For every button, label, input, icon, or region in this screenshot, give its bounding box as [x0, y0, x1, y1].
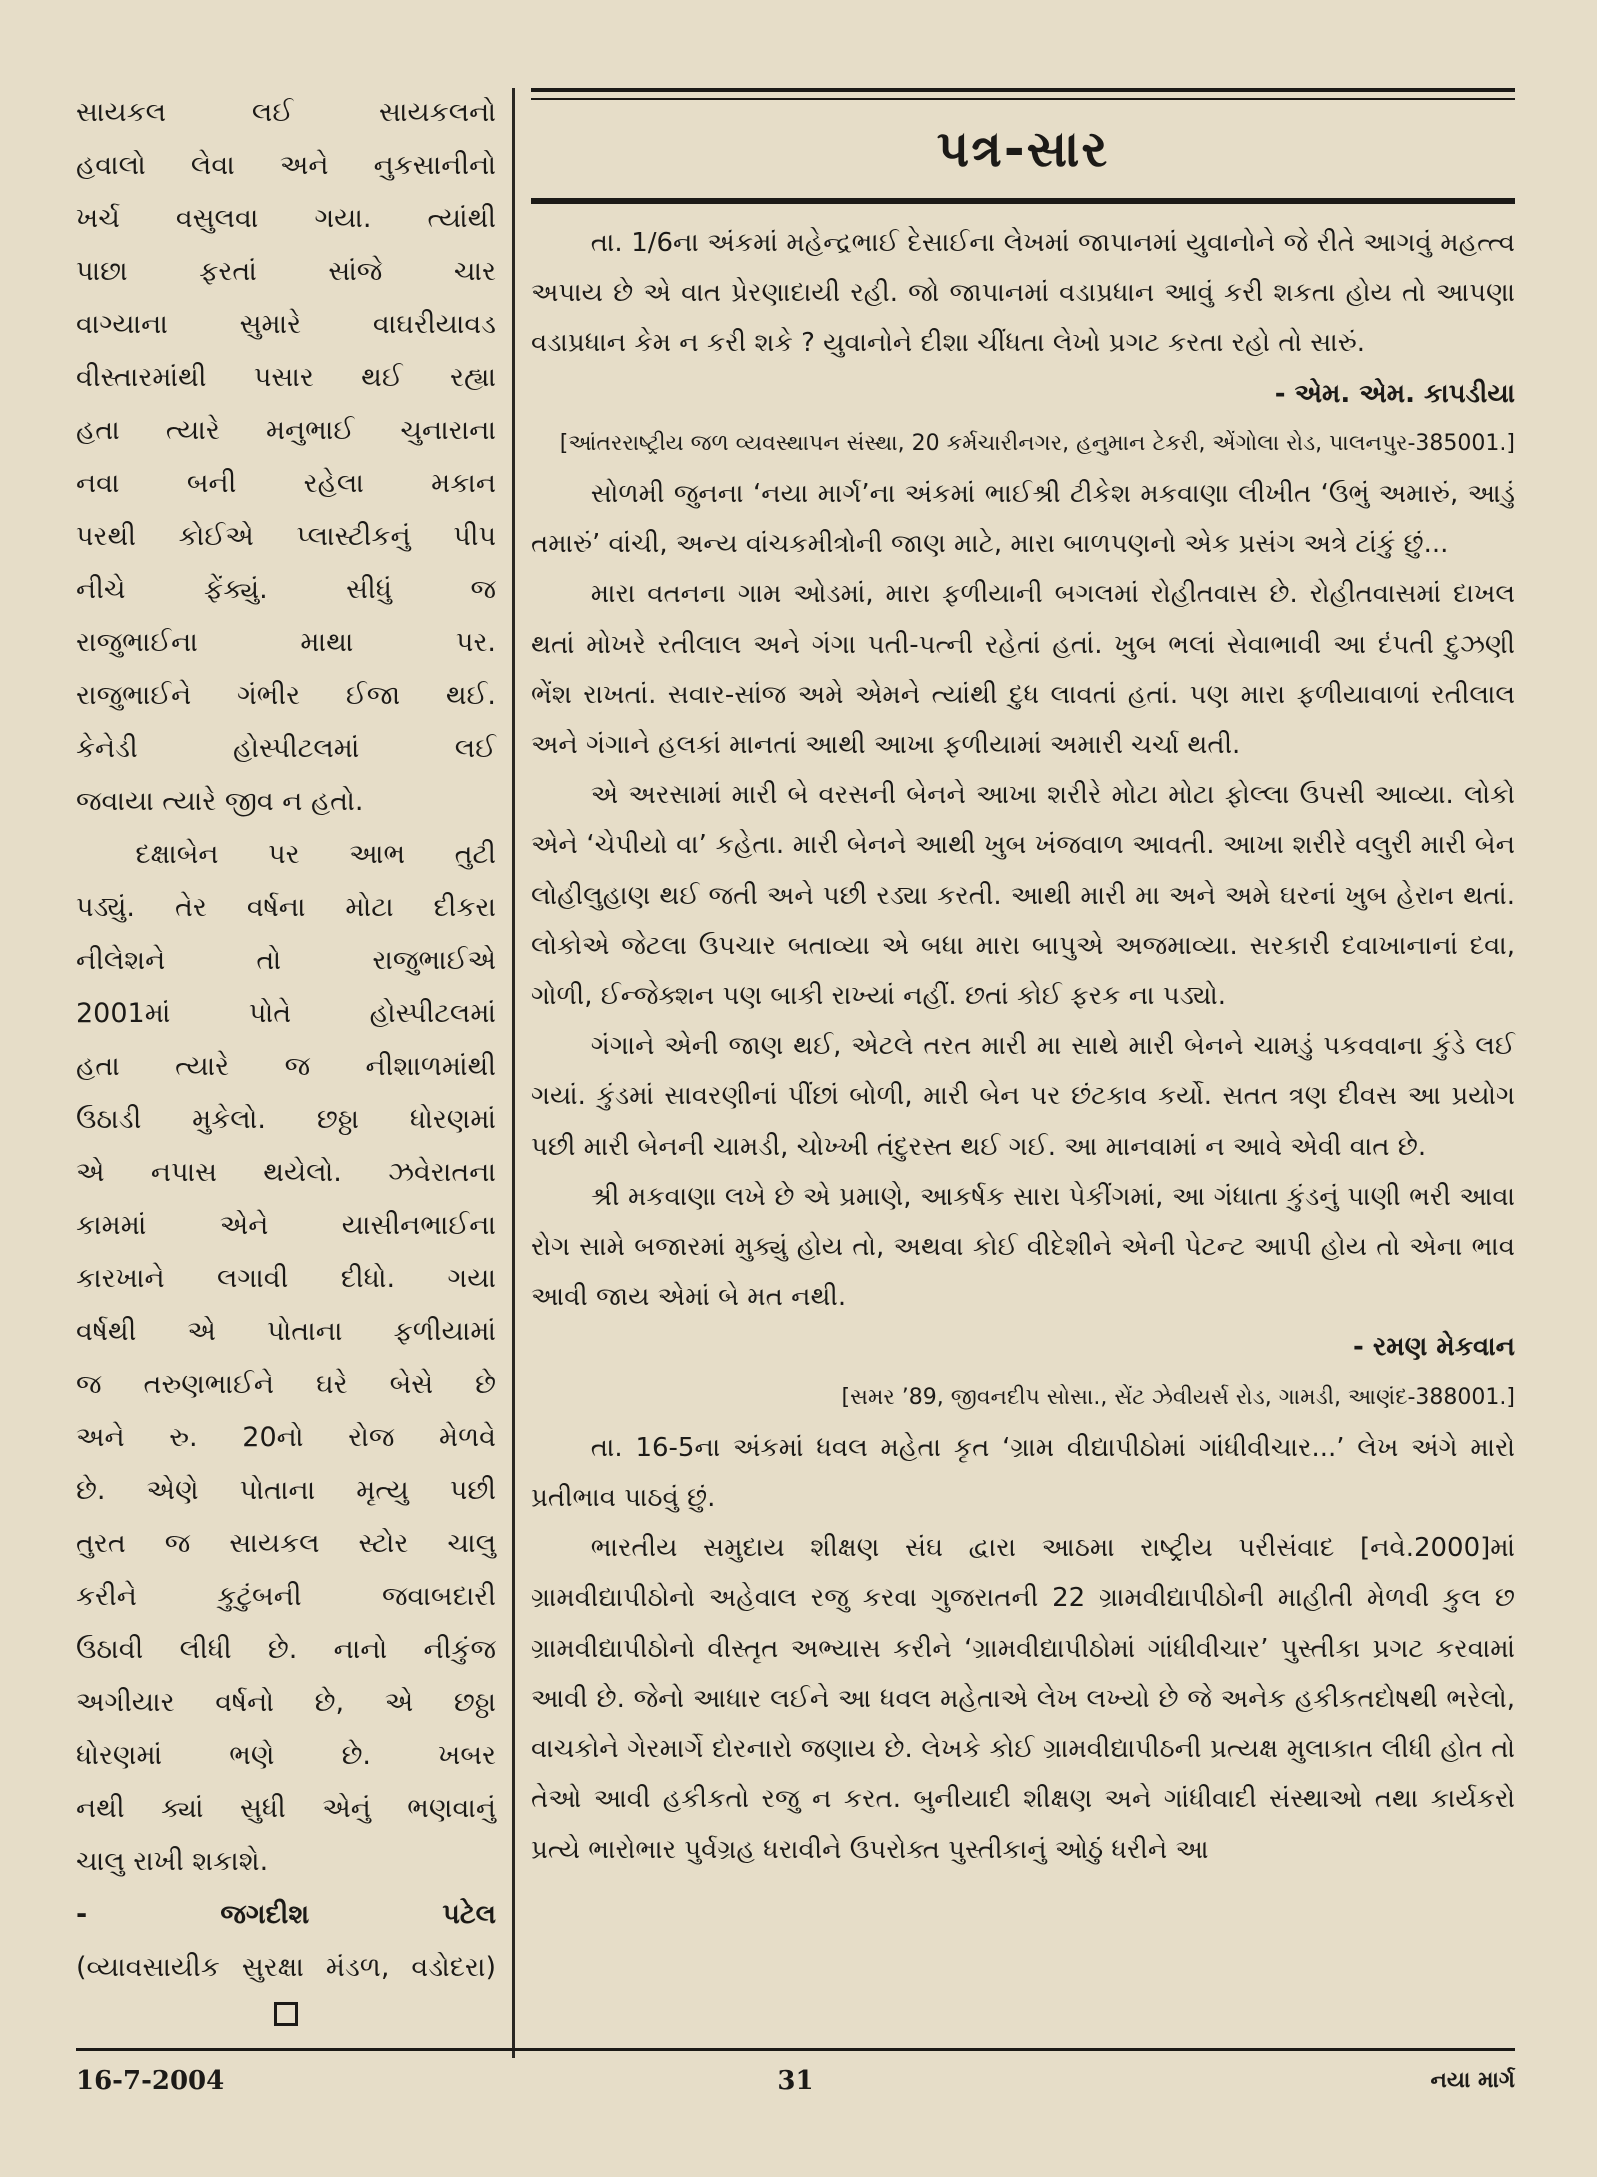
- text-line: કામમાં એને યાસીનભાઈના: [76, 1210, 496, 1241]
- text-line: જવાયા ત્યારે જીવ ન હતો.: [76, 786, 364, 817]
- text-line: સાયકલ લઈ સાયકલનો: [76, 97, 496, 128]
- left-signature: - જગદીશ પટેલ: [76, 1899, 496, 1930]
- text-line: દક્ષાબેન પર આભ તુટી: [135, 839, 496, 870]
- letter-1-address: [આંતરરાષ્ટ્રીય જળ વ્યવસ્થાપન સંસ્થા, 20 કર્મચારીનગર, હનુમાન ટેકરી, એંગોલા રોડ, પાલનપુર-385001.]: [559, 430, 1515, 456]
- text-line: એ નપાસ થયેલો. ઝવેરાતના: [76, 1157, 496, 1188]
- text-line: અગીયાર વર્ષનો છે, એ છઠ્ઠા: [76, 1687, 496, 1718]
- left-paragraph-2: [76, 828, 496, 1888]
- right-column: [531, 88, 1515, 1875]
- end-mark-icon: [274, 2002, 298, 2026]
- letter-3-paragraph: તા. 16-5ના અંકમાં ધવલ મહેતા કૃત ‘ગ્રામ વીદ્યાપીઠોમાં ગાંધીવીચાર...’ લેખ અંગે મારો પ્રતીભાવ પાઠવું છું.: [531, 1432, 1515, 1514]
- text-line: ઉઠાવી લીધી છે. નાનો નીકુંજ: [76, 1634, 496, 1665]
- footer-date: 16-7-2004: [76, 2066, 225, 2096]
- text-line: 2001માં પોતે હોસ્પીટલમાં: [76, 998, 496, 1029]
- text-line: વીસ્તારમાંથી પસાર થઈ રહ્યા: [76, 362, 496, 393]
- title-rule-bottom: [531, 198, 1515, 204]
- text-line: અને રુ. 20નો રોજ મેળવે: [76, 1422, 496, 1453]
- letter-1-signature: - એમ. એમ. કાપડીયા: [1274, 378, 1515, 409]
- text-line: કેનેડી હોસ્પીટલમાં લઈ: [76, 733, 496, 764]
- text-line: વાગ્યાના સુમારે વાઘરીયાવડ: [76, 309, 496, 340]
- letter-1-body: તા. 1/6ના અંકમાં મહેન્દ્રભાઈ દેસાઈના લેખમાં જાપાનમાં યુવાનોને જે રીતે આગવું મહત્ત્વ અપાય છે એ વાત પ્રેરણાદાયી રહી. જો જાપાનમાં વડાપ્રધાન આવું કરી શકતા હોય તો આપણા વડાપ્રધાન કેમ ન કરી શકે ? યુવાનોને દીશા ચીંધતા લેખો પ્રગટ કરતા રહો તો સારું.: [531, 228, 1515, 359]
- letter-2-paragraph: ગંગાને એની જાણ થઈ, એટલે તરત મારી મા સાથે મારી બેનને ચામડું પકવવાના કુંડે લઈ ગયાં. કુંડમાં સાવરણીનાં પીંછાં બોળી, મારી બેન પર છંટકાવ કર્યો. સતત ત્રણ દીવસ આ પ્રયોગ પછી મારી બેનની ચામડી, ચોખ્ખી તંદુરસ્ત થઈ ગઈ. આ માનવામાં ન આવે એવી વાત છે.: [531, 1031, 1515, 1162]
- footer-page-number: 31: [777, 2066, 814, 2096]
- letter-2-paragraph: મારા વતનના ગામ ઓડમાં, મારા ફળીયાની બગલમાં રોહીતવાસ છે. રોહીતવાસમાં દાખલ થતાં મોખરે રતીલાલ અને ગંગા પતી-પત્ની રહેતાં હતાં. ખુબ ભલાં સેવાભાવી આ દંપતી દુઝણી ભેંશ રાખતાં. સવાર-સાંજ અમે એમને ત્યાંથી દુધ લાવતાં હતાં. પણ મારા ફળીયાવાળાં રતીલાલ અને ગંગાને હલકાં માનતાં આથી આખા ફળીયામાં અમારી ચર્ચા થતી.: [531, 579, 1515, 761]
- letter-2-signature: - રમણ મેકવાન: [1352, 1332, 1515, 1363]
- text-line: હતા ત્યારે જ નીશાળમાંથી: [76, 1051, 496, 1082]
- text-line: તુરત જ સાયકલ સ્ટોર ચાલુ: [76, 1528, 496, 1559]
- text-line: કારખાને લગાવી દીધો. ગયા: [76, 1263, 496, 1294]
- page-footer: [76, 2048, 1515, 2104]
- text-line: ઉઠાડી મુકેલો. છઠ્ઠા ધોરણમાં: [76, 1104, 496, 1135]
- column-divider: [512, 88, 515, 2058]
- text-line: ખર્ચ વસુલવા ગયા. ત્યાંથી: [76, 203, 496, 234]
- text-line: નીચે ફેંક્યું. સીધું જ: [76, 574, 496, 605]
- text-line: રાજુભાઈને ગંભીર ઈજા થઈ.: [76, 680, 496, 711]
- text-line: હવાલો લેવા અને નુકસાનીનો: [76, 150, 496, 181]
- text-line: વર્ષથી એ પોતાના ફળીયામાં: [76, 1316, 496, 1347]
- text-line: પાછા ફરતાં સાંજે ચાર: [76, 256, 496, 287]
- letter-2-paragraph: સોળમી જુનના ‘નયા માર્ગ’ના અંકમાં ભાઈશ્રી ટીકેશ મકવાણા લીખીત ‘ઉભું અમારું, આડું તમારું’ વાંચી, અન્ય વાંચકમીત્રોની જાણ માટે, મારા બાળપણનો એક પ્રસંગ અત્રે ટાંકું છું...: [531, 479, 1515, 560]
- left-address: (વ્યાવસાયીક સુરક્ષા મંડળ, વડોદરા): [76, 1952, 496, 1983]
- letter-2-address: [સમર ’89, જીવનદીપ સોસા., સેંટ ઝેવીયર્સ રોડ, ગામડી, આણંદ-388001.]: [841, 1384, 1515, 1410]
- text-line: નવા બની રહેલા મકાન: [76, 468, 496, 499]
- text-line: છે. એણે પોતાના મૃત્યુ પછી: [76, 1475, 496, 1506]
- text-line: ચાલુ રાખી શકાશે.: [76, 1846, 269, 1877]
- letter-3-paragraph: ભારતીય સમુદાય શીક્ષણ સંઘ દ્વારા આઠમા રાષ્ટ્રીય પરીસંવાદ [નવે.2000]માં ગ્રામવીદ્યાપીઠોનો અહેવાલ રજુ કરવા ગુજરાતની 22 ગ્રામવીદ્યાપીઠોની માહીતી મેળવી કુલ છ ગ્રામવીદ્યાપીઠોનો વીસ્તૃત અભ્યાસ કરીને ‘ગ્રામવીદ્યાપીઠોમાં ગાંધીવીચાર’ પુસ્તીકા પ્રગટ કરવામાં આવી છે. જેનો આધાર લઈને આ ધવલ મહેતાએ લેખ લખ્યો છે જે અનેક હકીકતદોષથી ભરેલો, વાચકોને ગેરમાર્ગે દોરનારો જણાય છે. લેખકે કોઈ ગ્રામવીદ્યાપીઠની પ્રત્યક્ષ મુલાકાત લીધી હોત તો તેઓ આવી હકીકતો રજુ ન કરત. બુનીયાદી શીક્ષણ અને ગાંધીવાદી સંસ્થાઓ તથા કાર્યકરો પ્રત્યે ભારોભાર પુર્વગ્રહ ધરાવીને ઉપરોક્ત પુસ્તીકાનું ઓઠું ધરીને આ: [531, 1533, 1515, 1865]
- title-rule-top: [531, 88, 1515, 92]
- text-line: પડ્યું. તેર વર્ષના મોટા દીકરા: [76, 892, 496, 923]
- text-line: પરથી કોઈએ પ્લાસ્ટીકનું પીપ: [76, 521, 496, 552]
- letter-2-paragraph: એ અરસામાં મારી બે વરસની બેનને આખા શરીરે મોટા મોટા ફોલ્લા ઉપસી આવ્યા. લોકો એને ‘ચેપીયો વા’ કહેતા. મારી બેનને આથી ખુબ ખંજવાળ આવતી. આખા શરીરે વલુરી મારી બેન લોહીલુહાણ થઈ જતી અને પછી રડ્યા કરતી. આથી મારી મા અને અમે ઘરનાં ખુબ હેરાન થતાં. લોકોએ જેટલા ઉપચાર બતાવ્યા એ બધા મારા બાપુએ અજમાવ્યા. સરકારી દવાખાનાનાં દવા, ગોળી, ઈન્જેક્શન પણ બાકી રાખ્યાં નહીં. છતાં કોઈ ફરક ના પડ્યો.: [531, 780, 1515, 1012]
- text-line: ધોરણમાં ભણે છે. ખબર: [76, 1740, 496, 1771]
- text-line: નીલેશને તો રાજુભાઈએ: [76, 945, 496, 976]
- text-line: નથી ક્યાં સુધી એનું ભણવાનું: [76, 1793, 496, 1824]
- left-column: [76, 86, 496, 2026]
- text-line: જ તરુણભાઈને ઘરે બેસે છે: [76, 1369, 496, 1400]
- letter-2-paragraph: શ્રી મકવાણા લખે છે એ પ્રમાણે, આકર્ષક સારા પેકીંગમાં, આ ગંધાતા કુંડનું પાણી ભરી આવા રોગ સામે બજારમાં મુક્યું હોય તો, અથવા કોઈ વીદેશીને એની પેટન્ટ આપી હોય તો એના ભાવ આવી જાય એમાં બે મત નથી.: [531, 1181, 1515, 1313]
- text-line: હતા ત્યારે મનુભાઈ ચુનારાના: [76, 415, 496, 446]
- footer-publication: નયા માર્ગ: [1430, 2068, 1515, 2093]
- left-paragraph-1: [76, 86, 496, 828]
- section-title: પત્ર-સાર: [936, 120, 1110, 178]
- footer-rule: [76, 2048, 1515, 2051]
- text-line: રાજુભાઈના માથા પર.: [76, 627, 496, 658]
- text-line: કરીને કુટુંબની જવાબદારી: [76, 1581, 496, 1612]
